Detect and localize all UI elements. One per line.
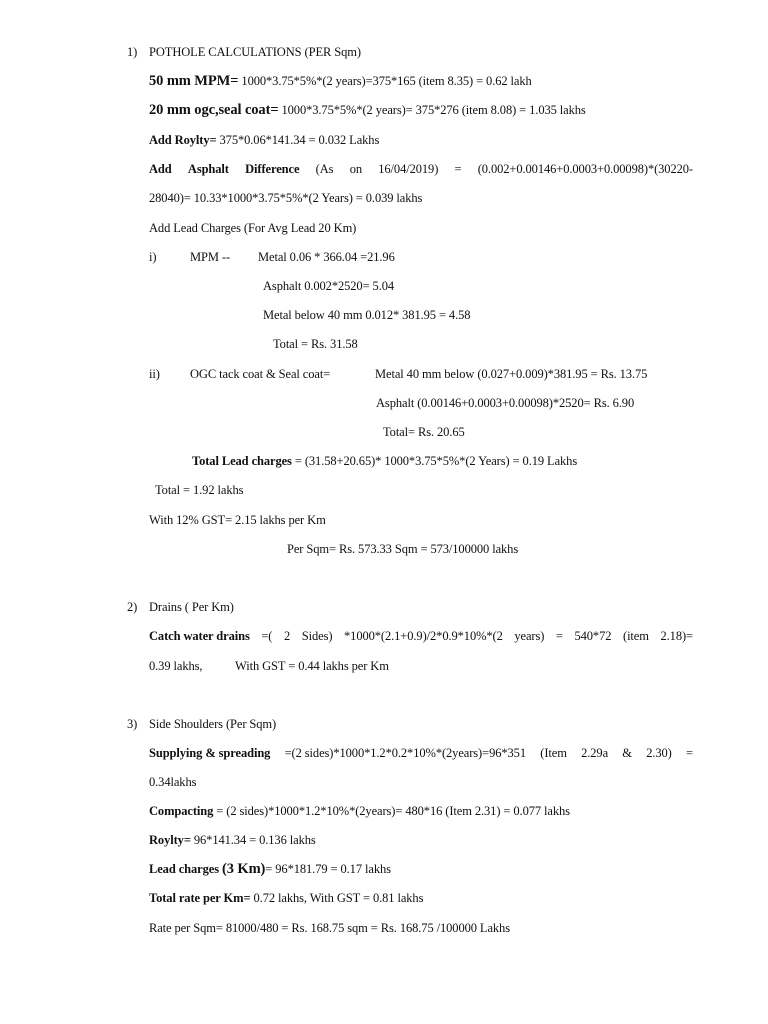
- compacting-label: Compacting: [149, 804, 214, 818]
- catch-water-drains-label: Catch water drains: [149, 629, 250, 643]
- catch-word: years): [514, 629, 545, 643]
- supply-word: 2.29a: [581, 746, 609, 760]
- asphalt-word: =: [454, 162, 462, 176]
- side-lead-distance: (3 Km): [222, 861, 266, 877]
- total-rate-label: Total rate per Km=: [149, 891, 251, 905]
- mpm-item-label: MPM --: [190, 250, 231, 264]
- supply-word: =: [686, 746, 693, 760]
- mpm-metal: Metal 0.06 * 366.04 =21.96: [258, 250, 395, 264]
- supplying-spreading-label: Supplying & spreading: [149, 746, 271, 760]
- side-lead-charges-label: Lead charges: [149, 862, 222, 876]
- section-2-heading: Drains ( Per Km): [149, 600, 234, 614]
- side-roylty-line: [149, 832, 316, 848]
- mpm-item-number: i): [149, 250, 157, 264]
- ogc-text: 1000*3.75*5%*(2 years)= 375*276 (item 8.08) = 1.035 lakhs: [278, 103, 586, 117]
- roylty-line: [149, 132, 379, 148]
- section-1-per-sqm: Per Sqm= Rs. 573.33 Sqm = 573/100000 lakhs: [287, 542, 519, 556]
- compacting-text: = (2 sides)*1000*1.2*10%*(2years)= 480*16 (Item 2.31) = 0.077 lakhs: [213, 804, 570, 818]
- ogc-asphalt: Asphalt (0.00146+0.0003+0.00098)*2520= Rs. 6.90: [376, 396, 635, 410]
- catch-word: =: [555, 629, 563, 643]
- mpm-metal-below-40: Metal below 40 mm 0.012* 381.95 = 4.58: [263, 308, 471, 322]
- supply-word: 2.30): [646, 746, 672, 760]
- section-2-number: 2): [127, 600, 138, 614]
- asphalt-difference-line: [149, 161, 693, 177]
- ogc-line: [149, 102, 586, 118]
- asphalt-word: Difference: [245, 162, 300, 176]
- catch-word: Sides): [301, 629, 333, 643]
- asphalt-difference-line-2: 28040)= 10.33*1000*3.75*5%*(2 Years) = 0.039 lakhs: [149, 191, 423, 205]
- supply-word: &: [622, 746, 632, 760]
- section-1-number: 1): [127, 45, 138, 59]
- side-lead-charges-text: = 96*181.79 = 0.17 lakhs: [265, 862, 391, 876]
- side-roylty-label: Roylty=: [149, 833, 191, 847]
- asphalt-word: 16/04/2019): [378, 162, 439, 176]
- catch-water-drains-value: 0.39 lakhs,: [149, 659, 203, 673]
- mpm-text: 1000*3.75*5%*(2 years)=375*165 (item 8.35) = 0.62 lakh: [238, 74, 532, 88]
- roylty-label: Add Roylty=: [149, 133, 217, 147]
- total-lead-charges-label: Total Lead charges: [192, 454, 292, 468]
- asphalt-word: Add: [149, 162, 172, 176]
- catch-word: *1000*(2.1+0.9)/2*0.9*10%*(2: [344, 629, 503, 643]
- ogc-label: 20 mm ogc,seal coat=: [149, 102, 279, 118]
- mpm-label: 50 mm MPM=: [149, 73, 239, 89]
- supply-word: =(2 sides)*1000*1.2*0.2*10%*(2years)=96*351: [284, 746, 526, 760]
- mpm-total: Total = Rs. 31.58: [273, 337, 358, 351]
- supplying-spreading-line: [149, 745, 693, 761]
- side-roylty-text: 96*141.34 = 0.136 lakhs: [190, 833, 316, 847]
- total-rate-text: 0.72 lakhs, With GST = 0.81 lakhs: [250, 891, 424, 905]
- total-lead-charges-line: [192, 453, 577, 469]
- supply-word: (Item: [540, 746, 567, 760]
- section-3-heading: Side Shoulders (Per Sqm): [149, 717, 277, 731]
- catch-water-drains-gst: With GST = 0.44 lakhs per Km: [235, 659, 389, 673]
- catch-word: =(: [261, 629, 273, 643]
- ogc-total: Total= Rs. 20.65: [383, 425, 465, 439]
- catch-word: (item: [623, 629, 649, 643]
- mpm-asphalt: Asphalt 0.002*2520= 5.04: [263, 279, 395, 293]
- section-1-total: Total = 1.92 lakhs: [155, 483, 244, 497]
- section-1-heading: POTHOLE CALCULATIONS (PER Sqm): [149, 45, 361, 59]
- side-lead-charges-line: [149, 861, 391, 877]
- supplying-spreading-value: 0.34lakhs: [149, 775, 197, 789]
- rate-per-sqm: Rate per Sqm= 81000/480 = Rs. 168.75 sqm = Rs. 168.75 /100000 Lakhs: [149, 921, 510, 935]
- roylty-text: 375*0.06*141.34 = 0.032 Lakhs: [216, 133, 380, 147]
- compacting-line: [149, 803, 570, 819]
- total-lead-charges-text: = (31.58+20.65)* 1000*3.75*5%*(2 Years) = 0.19 Lakhs: [291, 454, 578, 468]
- asphalt-word: on: [349, 162, 362, 176]
- total-rate-line: [149, 890, 423, 906]
- asphalt-word: (As: [315, 162, 334, 176]
- section-3-number: 3): [127, 717, 138, 731]
- section-1-gst: With 12% GST= 2.15 lakhs per Km: [149, 513, 326, 527]
- mpm-line: [149, 73, 532, 89]
- lead-charges-heading: Add Lead Charges (For Avg Lead 20 Km): [149, 221, 357, 235]
- catch-word: 2.18)=: [660, 629, 693, 643]
- catch-water-drains-line: [149, 628, 693, 644]
- asphalt-word: Asphalt: [187, 162, 229, 176]
- catch-word: 2: [283, 629, 291, 643]
- asphalt-word: (0.002+0.00146+0.0003+0.00098)*(30220-: [477, 162, 693, 176]
- ogc-item-number: ii): [149, 367, 160, 381]
- ogc-item-label: OGC tack coat & Seal coat=: [190, 367, 331, 381]
- ogc-metal: Metal 40 mm below (0.027+0.009)*381.95 = Rs. 13.75: [375, 367, 648, 381]
- catch-word: 540*72: [574, 629, 612, 643]
